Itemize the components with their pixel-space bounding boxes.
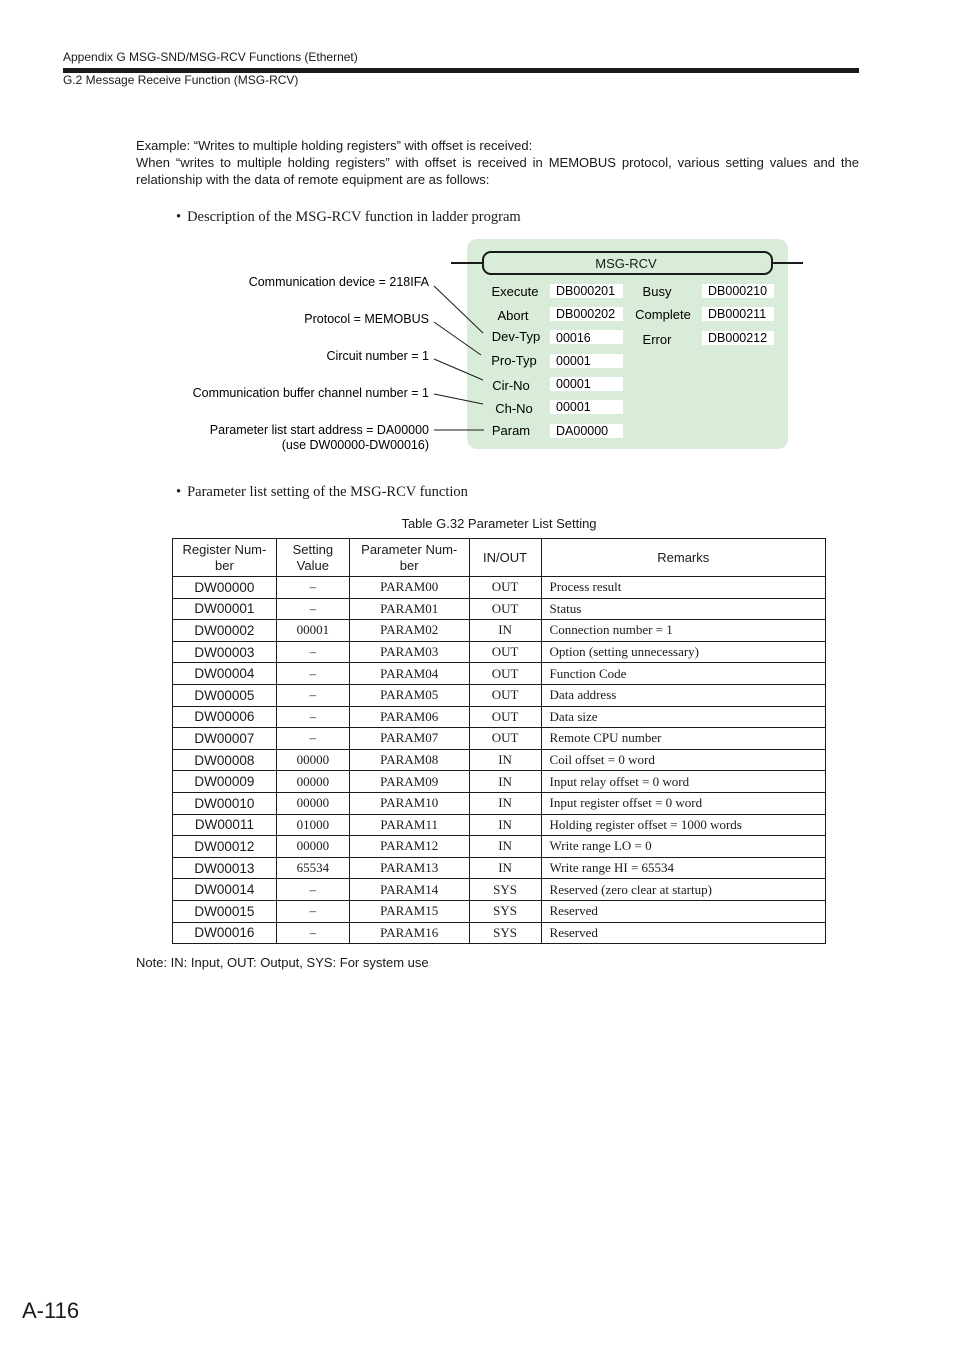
table-row xyxy=(173,771,826,793)
input-value-dev-typ: 00016 xyxy=(556,331,591,345)
table-row xyxy=(173,598,826,620)
table-row xyxy=(173,577,826,599)
cell-setting-value: – xyxy=(276,641,349,663)
cell-parameter-number: PARAM15 xyxy=(349,900,469,922)
annotation-channel: Communication buffer channel number = 1 xyxy=(192,386,429,400)
header-appendix-title: Appendix G MSG-SND/MSG-RCV Functions (Ethernet) xyxy=(63,50,358,64)
input-label-pro-typ: Pro-Typ xyxy=(491,353,537,368)
cell-parameter-number: PARAM12 xyxy=(349,836,469,858)
cell-in-out: OUT xyxy=(469,684,541,706)
input-label-execute: Execute xyxy=(491,284,539,299)
cell-register-number: DW00009 xyxy=(173,771,277,793)
table-row xyxy=(173,857,826,879)
cell-remarks: Function Code xyxy=(541,663,825,685)
input-label-dev-typ: Dev-Typ xyxy=(491,329,541,344)
cell-parameter-number: PARAM08 xyxy=(349,749,469,771)
cell-setting-value: – xyxy=(276,728,349,750)
table-row xyxy=(173,922,826,944)
cell-register-number: DW00011 xyxy=(173,814,277,836)
cell-in-out: IN xyxy=(469,620,541,642)
cell-parameter-number: PARAM00 xyxy=(349,577,469,599)
output-value-busy: DB000210 xyxy=(708,284,768,298)
cell-register-number: DW00001 xyxy=(173,598,277,620)
cell-parameter-number: PARAM07 xyxy=(349,728,469,750)
cell-in-out: OUT xyxy=(469,663,541,685)
cell-parameter-number: PARAM01 xyxy=(349,598,469,620)
bullet-text: Description of the MSG-RCV function in ladder program xyxy=(187,209,521,225)
cell-remarks: Input relay offset = 0 word xyxy=(541,771,825,793)
cell-setting-value: – xyxy=(276,577,349,599)
cell-parameter-number: PARAM13 xyxy=(349,857,469,879)
cell-parameter-number: PARAM02 xyxy=(349,620,469,642)
input-label-cir-no: Cir-No xyxy=(492,378,530,393)
cell-parameter-number: PARAM04 xyxy=(349,663,469,685)
cell-remarks: Reserved (zero clear at startup) xyxy=(541,879,825,901)
cell-remarks: Reserved xyxy=(541,922,825,944)
cell-register-number: DW00007 xyxy=(173,728,277,750)
table-row xyxy=(173,663,826,685)
cell-setting-value: – xyxy=(276,922,349,944)
cell-setting-value: 00000 xyxy=(276,836,349,858)
cell-remarks: Coil offset = 0 word xyxy=(541,749,825,771)
output-value-error: DB000212 xyxy=(708,331,768,345)
table-row xyxy=(173,684,826,706)
cell-setting-value: – xyxy=(276,879,349,901)
cell-in-out: OUT xyxy=(469,598,541,620)
annotation-protocol: Protocol = MEMOBUS xyxy=(304,312,429,326)
cell-remarks: Connection number = 1 xyxy=(541,620,825,642)
bullet-text: Parameter list setting of the MSG-RCV function xyxy=(187,484,468,500)
cell-setting-value: – xyxy=(276,684,349,706)
bullet-parameter-list xyxy=(176,484,468,501)
header-text: Value xyxy=(296,557,329,573)
cell-remarks: Option (setting unnecessary) xyxy=(541,641,825,663)
cell-parameter-number: PARAM09 xyxy=(349,771,469,793)
input-label-ch-no: Ch-No xyxy=(495,401,533,416)
cell-register-number: DW00010 xyxy=(173,792,277,814)
cell-in-out: IN xyxy=(469,814,541,836)
bullet-dot: • xyxy=(176,484,182,500)
output-label-error: Error xyxy=(642,332,672,347)
table-header-row xyxy=(173,539,826,577)
cell-register-number: DW00004 xyxy=(173,663,277,685)
output-value-complete: DB000211 xyxy=(708,307,767,321)
cell-setting-value: 00000 xyxy=(276,792,349,814)
cell-parameter-number: PARAM06 xyxy=(349,706,469,728)
cell-parameter-number: PARAM05 xyxy=(349,684,469,706)
cell-register-number: DW00005 xyxy=(173,684,277,706)
input-label-param: Param xyxy=(491,423,531,438)
cell-in-out: IN xyxy=(469,771,541,793)
header-register-number xyxy=(173,539,277,577)
cell-in-out: IN xyxy=(469,792,541,814)
cell-parameter-number: PARAM14 xyxy=(349,879,469,901)
cell-in-out: IN xyxy=(469,857,541,879)
cell-setting-value: 00000 xyxy=(276,749,349,771)
output-label-busy: Busy xyxy=(642,284,672,299)
parameter-list-table xyxy=(172,538,826,944)
table-row xyxy=(173,879,826,901)
cell-register-number: DW00000 xyxy=(173,577,277,599)
cell-in-out: OUT xyxy=(469,706,541,728)
cell-remarks: Holding register offset = 1000 words xyxy=(541,814,825,836)
cell-in-out: SYS xyxy=(469,922,541,944)
cell-parameter-number: PARAM03 xyxy=(349,641,469,663)
cell-in-out: IN xyxy=(469,836,541,858)
cell-parameter-number: PARAM16 xyxy=(349,922,469,944)
table-row xyxy=(173,749,826,771)
cell-register-number: DW00014 xyxy=(173,879,277,901)
header-setting-value xyxy=(276,539,349,577)
annotation-comm-device: Communication device = 218IFA xyxy=(248,275,429,289)
cell-register-number: DW00003 xyxy=(173,641,277,663)
input-value-pro-typ: 00001 xyxy=(556,354,591,368)
page-number: A-116 xyxy=(22,1298,80,1323)
annotation-param-start: Parameter list start address = DA00000 xyxy=(209,423,429,437)
table-caption: Table G.32 Parameter List Setting xyxy=(401,516,597,531)
annotation-circuit: Circuit number = 1 xyxy=(326,349,429,363)
cell-register-number: DW00002 xyxy=(173,620,277,642)
cell-setting-value: – xyxy=(276,706,349,728)
cell-setting-value: – xyxy=(276,598,349,620)
cell-register-number: DW00013 xyxy=(173,857,277,879)
header-text: ber xyxy=(399,557,419,573)
cell-remarks: Remote CPU number xyxy=(541,728,825,750)
cell-in-out: SYS xyxy=(469,900,541,922)
header-text: Register Num- xyxy=(182,541,267,557)
cell-in-out: IN xyxy=(469,749,541,771)
cell-register-number: DW00006 xyxy=(173,706,277,728)
cell-parameter-number: PARAM11 xyxy=(349,814,469,836)
header-parameter-number xyxy=(349,539,469,577)
input-value-cir-no: 00001 xyxy=(556,377,591,391)
cell-setting-value: 00000 xyxy=(276,771,349,793)
header-section-title: G.2 Message Receive Function (MSG-RCV) xyxy=(63,73,299,87)
cell-register-number: DW00015 xyxy=(173,900,277,922)
table-row xyxy=(173,641,826,663)
header-text: ber xyxy=(215,557,234,573)
header-remarks: Remarks xyxy=(541,539,825,577)
intro-line-2: When “writes to multiple holding registers” with offset is received in MEMOBUS protocol, various setting values and the relationship with the data of remote equipment are as follows: xyxy=(136,155,859,187)
table-body xyxy=(173,577,826,944)
cell-setting-value: 01000 xyxy=(276,814,349,836)
input-label-abort: Abort xyxy=(497,308,529,323)
output-label-complete: Complete xyxy=(635,307,691,322)
function-title: MSG-RCV xyxy=(595,256,657,271)
table-row xyxy=(173,900,826,922)
cell-remarks: Process result xyxy=(541,577,825,599)
header-text: Setting xyxy=(292,541,334,557)
table-note: Note: IN: Input, OUT: Output, SYS: For system use xyxy=(136,955,429,970)
cell-in-out: OUT xyxy=(469,641,541,663)
header-text: Parameter Num- xyxy=(361,541,458,557)
input-value-param: DA00000 xyxy=(556,424,609,438)
cell-register-number: DW00008 xyxy=(173,749,277,771)
table-row xyxy=(173,836,826,858)
msg-rcv-ladder-diagram xyxy=(0,0,954,460)
input-value-abort: DB000202 xyxy=(556,307,616,321)
cell-setting-value: 00001 xyxy=(276,620,349,642)
table-row xyxy=(173,728,826,750)
cell-in-out: SYS xyxy=(469,879,541,901)
cell-remarks: Write range LO = 0 xyxy=(541,836,825,858)
table-row xyxy=(173,620,826,642)
cell-remarks: Status xyxy=(541,598,825,620)
cell-setting-value: – xyxy=(276,900,349,922)
table-row xyxy=(173,814,826,836)
cell-in-out: OUT xyxy=(469,728,541,750)
cell-remarks: Data address xyxy=(541,684,825,706)
cell-setting-value: – xyxy=(276,663,349,685)
cell-remarks: Write range HI = 65534 xyxy=(541,857,825,879)
annotation-param-use: (use DW00000-DW00016) xyxy=(281,438,429,452)
bullet-dot: • xyxy=(176,209,182,225)
table-row xyxy=(173,706,826,728)
cell-remarks: Data size xyxy=(541,706,825,728)
header-in-out: IN/OUT xyxy=(469,539,541,577)
table-row xyxy=(173,792,826,814)
intro-line-1: Example: “Writes to multiple holding registers” with offset is received: xyxy=(136,138,533,153)
cell-remarks: Input register offset = 0 word xyxy=(541,792,825,814)
input-value-ch-no: 00001 xyxy=(556,400,591,414)
cell-in-out: OUT xyxy=(469,577,541,599)
cell-register-number: DW00016 xyxy=(173,922,277,944)
cell-register-number: DW00012 xyxy=(173,836,277,858)
cell-remarks: Reserved xyxy=(541,900,825,922)
cell-parameter-number: PARAM10 xyxy=(349,792,469,814)
input-value-execute: DB000201 xyxy=(556,284,616,298)
cell-setting-value: 65534 xyxy=(276,857,349,879)
